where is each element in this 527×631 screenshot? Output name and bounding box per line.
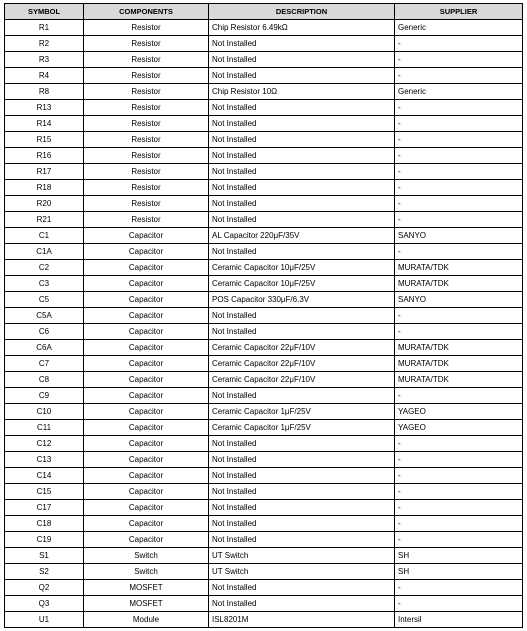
- cell-description: POS Capacitor 330μF/6.3V: [209, 292, 395, 308]
- cell-supplier: MURATA/TDK: [395, 372, 523, 388]
- cell-supplier: -: [395, 164, 523, 180]
- cell-symbol: C19: [5, 532, 84, 548]
- cell-supplier: SANYO: [395, 228, 523, 244]
- cell-description: Not Installed: [209, 52, 395, 68]
- cell-supplier: -: [395, 500, 523, 516]
- table-row: [5, 564, 523, 580]
- cell-description: Not Installed: [209, 532, 395, 548]
- cell-component: Resistor: [84, 36, 209, 52]
- cell-supplier: -: [395, 244, 523, 260]
- cell-symbol: C1: [5, 228, 84, 244]
- cell-supplier: -: [395, 68, 523, 84]
- cell-symbol: C14: [5, 468, 84, 484]
- cell-supplier: Intersil: [395, 612, 523, 628]
- table-row: [5, 68, 523, 84]
- table-row: [5, 436, 523, 452]
- table-row: [5, 516, 523, 532]
- cell-description: Not Installed: [209, 148, 395, 164]
- cell-description: Not Installed: [209, 244, 395, 260]
- table-row: [5, 100, 523, 116]
- cell-description: Not Installed: [209, 436, 395, 452]
- header-components: COMPONENTS: [84, 4, 209, 20]
- cell-symbol: C5A: [5, 308, 84, 324]
- cell-description: Not Installed: [209, 100, 395, 116]
- table-row: [5, 548, 523, 564]
- cell-component: Capacitor: [84, 356, 209, 372]
- cell-description: Not Installed: [209, 116, 395, 132]
- cell-component: Capacitor: [84, 436, 209, 452]
- cell-description: Ceramic Capacitor 22μF/10V: [209, 372, 395, 388]
- cell-symbol: C8: [5, 372, 84, 388]
- table-row: [5, 468, 523, 484]
- cell-component: Resistor: [84, 148, 209, 164]
- cell-supplier: SANYO: [395, 292, 523, 308]
- cell-description: UT Switch: [209, 564, 395, 580]
- table-row: [5, 356, 523, 372]
- cell-description: Not Installed: [209, 180, 395, 196]
- table-row: [5, 228, 523, 244]
- cell-component: Resistor: [84, 196, 209, 212]
- cell-supplier: -: [395, 596, 523, 612]
- table-row: [5, 372, 523, 388]
- table-row: [5, 52, 523, 68]
- table-row: [5, 212, 523, 228]
- cell-component: Capacitor: [84, 308, 209, 324]
- table-row: [5, 532, 523, 548]
- cell-description: Not Installed: [209, 212, 395, 228]
- cell-symbol: R3: [5, 52, 84, 68]
- cell-supplier: -: [395, 148, 523, 164]
- table-row: [5, 484, 523, 500]
- cell-description: UT Switch: [209, 548, 395, 564]
- cell-symbol: R18: [5, 180, 84, 196]
- cell-supplier: -: [395, 52, 523, 68]
- cell-description: Not Installed: [209, 36, 395, 52]
- table-row: [5, 308, 523, 324]
- cell-component: Capacitor: [84, 388, 209, 404]
- cell-component: Capacitor: [84, 324, 209, 340]
- cell-supplier: -: [395, 132, 523, 148]
- cell-symbol: C2: [5, 260, 84, 276]
- cell-component: Resistor: [84, 100, 209, 116]
- cell-symbol: C11: [5, 420, 84, 436]
- cell-symbol: R17: [5, 164, 84, 180]
- cell-symbol: R1: [5, 20, 84, 36]
- cell-description: Not Installed: [209, 164, 395, 180]
- cell-supplier: -: [395, 532, 523, 548]
- cell-symbol: C10: [5, 404, 84, 420]
- table-row: [5, 164, 523, 180]
- cell-supplier: MURATA/TDK: [395, 356, 523, 372]
- cell-supplier: -: [395, 308, 523, 324]
- cell-description: Chip Resistor 6.49kΩ: [209, 20, 395, 36]
- cell-description: Not Installed: [209, 484, 395, 500]
- header-supplier: SUPPLIER: [395, 4, 523, 20]
- cell-component: Capacitor: [84, 292, 209, 308]
- cell-supplier: -: [395, 212, 523, 228]
- table-row: [5, 180, 523, 196]
- cell-component: Capacitor: [84, 372, 209, 388]
- cell-supplier: -: [395, 36, 523, 52]
- cell-description: Ceramic Capacitor 1μF/25V: [209, 404, 395, 420]
- cell-symbol: R8: [5, 84, 84, 100]
- table-header: [5, 4, 523, 20]
- table-row: [5, 452, 523, 468]
- cell-supplier: YAGEO: [395, 404, 523, 420]
- cell-supplier: MURATA/TDK: [395, 260, 523, 276]
- cell-description: Chip Resistor 10Ω: [209, 84, 395, 100]
- cell-supplier: YAGEO: [395, 420, 523, 436]
- cell-component: Capacitor: [84, 276, 209, 292]
- table-row: [5, 196, 523, 212]
- cell-component: Switch: [84, 548, 209, 564]
- cell-component: Resistor: [84, 84, 209, 100]
- cell-description: Not Installed: [209, 132, 395, 148]
- cell-component: Resistor: [84, 68, 209, 84]
- cell-supplier: MURATA/TDK: [395, 340, 523, 356]
- cell-component: Resistor: [84, 164, 209, 180]
- cell-supplier: -: [395, 580, 523, 596]
- cell-supplier: -: [395, 484, 523, 500]
- table-row: [5, 260, 523, 276]
- cell-component: Capacitor: [84, 404, 209, 420]
- cell-supplier: -: [395, 116, 523, 132]
- cell-component: Capacitor: [84, 468, 209, 484]
- header-symbol: SYMBOL: [5, 4, 84, 20]
- cell-description: ISL8201M: [209, 612, 395, 628]
- cell-description: Ceramic Capacitor 10μF/25V: [209, 260, 395, 276]
- cell-supplier: -: [395, 516, 523, 532]
- table-row: [5, 116, 523, 132]
- cell-symbol: C1A: [5, 244, 84, 260]
- table-body: [5, 20, 523, 628]
- cell-component: Capacitor: [84, 484, 209, 500]
- cell-supplier: -: [395, 180, 523, 196]
- cell-component: Capacitor: [84, 420, 209, 436]
- cell-symbol: U1: [5, 612, 84, 628]
- table-row: [5, 148, 523, 164]
- table-row: [5, 612, 523, 628]
- cell-description: Not Installed: [209, 324, 395, 340]
- table-row: [5, 340, 523, 356]
- cell-symbol: R2: [5, 36, 84, 52]
- bill-of-materials-table: [4, 3, 523, 628]
- cell-symbol: C7: [5, 356, 84, 372]
- table-row: [5, 132, 523, 148]
- cell-description: Not Installed: [209, 452, 395, 468]
- table-row: [5, 404, 523, 420]
- cell-symbol: R4: [5, 68, 84, 84]
- cell-symbol: Q3: [5, 596, 84, 612]
- cell-symbol: C6A: [5, 340, 84, 356]
- cell-symbol: S1: [5, 548, 84, 564]
- cell-component: Capacitor: [84, 516, 209, 532]
- cell-component: Resistor: [84, 180, 209, 196]
- cell-description: Not Installed: [209, 596, 395, 612]
- table-row: [5, 292, 523, 308]
- table-row: [5, 244, 523, 260]
- table-row: [5, 500, 523, 516]
- header-row: [5, 4, 523, 20]
- cell-supplier: MURATA/TDK: [395, 276, 523, 292]
- cell-description: Not Installed: [209, 388, 395, 404]
- cell-component: Module: [84, 612, 209, 628]
- cell-supplier: Generic: [395, 84, 523, 100]
- cell-symbol: R21: [5, 212, 84, 228]
- cell-description: Not Installed: [209, 308, 395, 324]
- cell-supplier: -: [395, 452, 523, 468]
- cell-symbol: C15: [5, 484, 84, 500]
- cell-component: Resistor: [84, 116, 209, 132]
- cell-supplier: -: [395, 324, 523, 340]
- cell-description: Ceramic Capacitor 22μF/10V: [209, 356, 395, 372]
- cell-component: Capacitor: [84, 532, 209, 548]
- cell-component: Resistor: [84, 52, 209, 68]
- cell-symbol: C13: [5, 452, 84, 468]
- table-row: [5, 36, 523, 52]
- cell-component: Capacitor: [84, 500, 209, 516]
- table-row: [5, 20, 523, 36]
- cell-description: Not Installed: [209, 500, 395, 516]
- cell-supplier: -: [395, 100, 523, 116]
- table-row: [5, 324, 523, 340]
- table-row: [5, 580, 523, 596]
- cell-supplier: -: [395, 468, 523, 484]
- header-description: DESCRIPTION: [209, 4, 395, 20]
- cell-description: Ceramic Capacitor 22μF/10V: [209, 340, 395, 356]
- cell-supplier: -: [395, 388, 523, 404]
- table-row: [5, 420, 523, 436]
- cell-component: Resistor: [84, 132, 209, 148]
- cell-symbol: R15: [5, 132, 84, 148]
- cell-description: Not Installed: [209, 468, 395, 484]
- cell-component: Capacitor: [84, 228, 209, 244]
- cell-symbol: Q2: [5, 580, 84, 596]
- cell-symbol: C12: [5, 436, 84, 452]
- cell-component: Capacitor: [84, 340, 209, 356]
- cell-symbol: R16: [5, 148, 84, 164]
- cell-symbol: C5: [5, 292, 84, 308]
- cell-description: Not Installed: [209, 196, 395, 212]
- cell-description: Not Installed: [209, 68, 395, 84]
- cell-component: Capacitor: [84, 244, 209, 260]
- cell-symbol: C6: [5, 324, 84, 340]
- cell-component: Resistor: [84, 20, 209, 36]
- cell-component: MOSFET: [84, 580, 209, 596]
- cell-supplier: -: [395, 196, 523, 212]
- cell-symbol: C18: [5, 516, 84, 532]
- cell-component: Switch: [84, 564, 209, 580]
- cell-symbol: R20: [5, 196, 84, 212]
- cell-description: Ceramic Capacitor 1μF/25V: [209, 420, 395, 436]
- cell-description: AL Capacitor 220μF/35V: [209, 228, 395, 244]
- cell-component: MOSFET: [84, 596, 209, 612]
- cell-component: Capacitor: [84, 452, 209, 468]
- table-row: [5, 84, 523, 100]
- cell-supplier: Generic: [395, 20, 523, 36]
- cell-description: Not Installed: [209, 580, 395, 596]
- cell-symbol: R13: [5, 100, 84, 116]
- cell-component: Capacitor: [84, 260, 209, 276]
- cell-supplier: SH: [395, 548, 523, 564]
- cell-symbol: C3: [5, 276, 84, 292]
- cell-symbol: C17: [5, 500, 84, 516]
- cell-symbol: S2: [5, 564, 84, 580]
- table-row: [5, 276, 523, 292]
- cell-supplier: -: [395, 436, 523, 452]
- cell-symbol: R14: [5, 116, 84, 132]
- cell-component: Resistor: [84, 212, 209, 228]
- cell-description: Not Installed: [209, 516, 395, 532]
- table-row: [5, 596, 523, 612]
- table-row: [5, 388, 523, 404]
- cell-supplier: SH: [395, 564, 523, 580]
- cell-description: Ceramic Capacitor 10μF/25V: [209, 276, 395, 292]
- cell-symbol: C9: [5, 388, 84, 404]
